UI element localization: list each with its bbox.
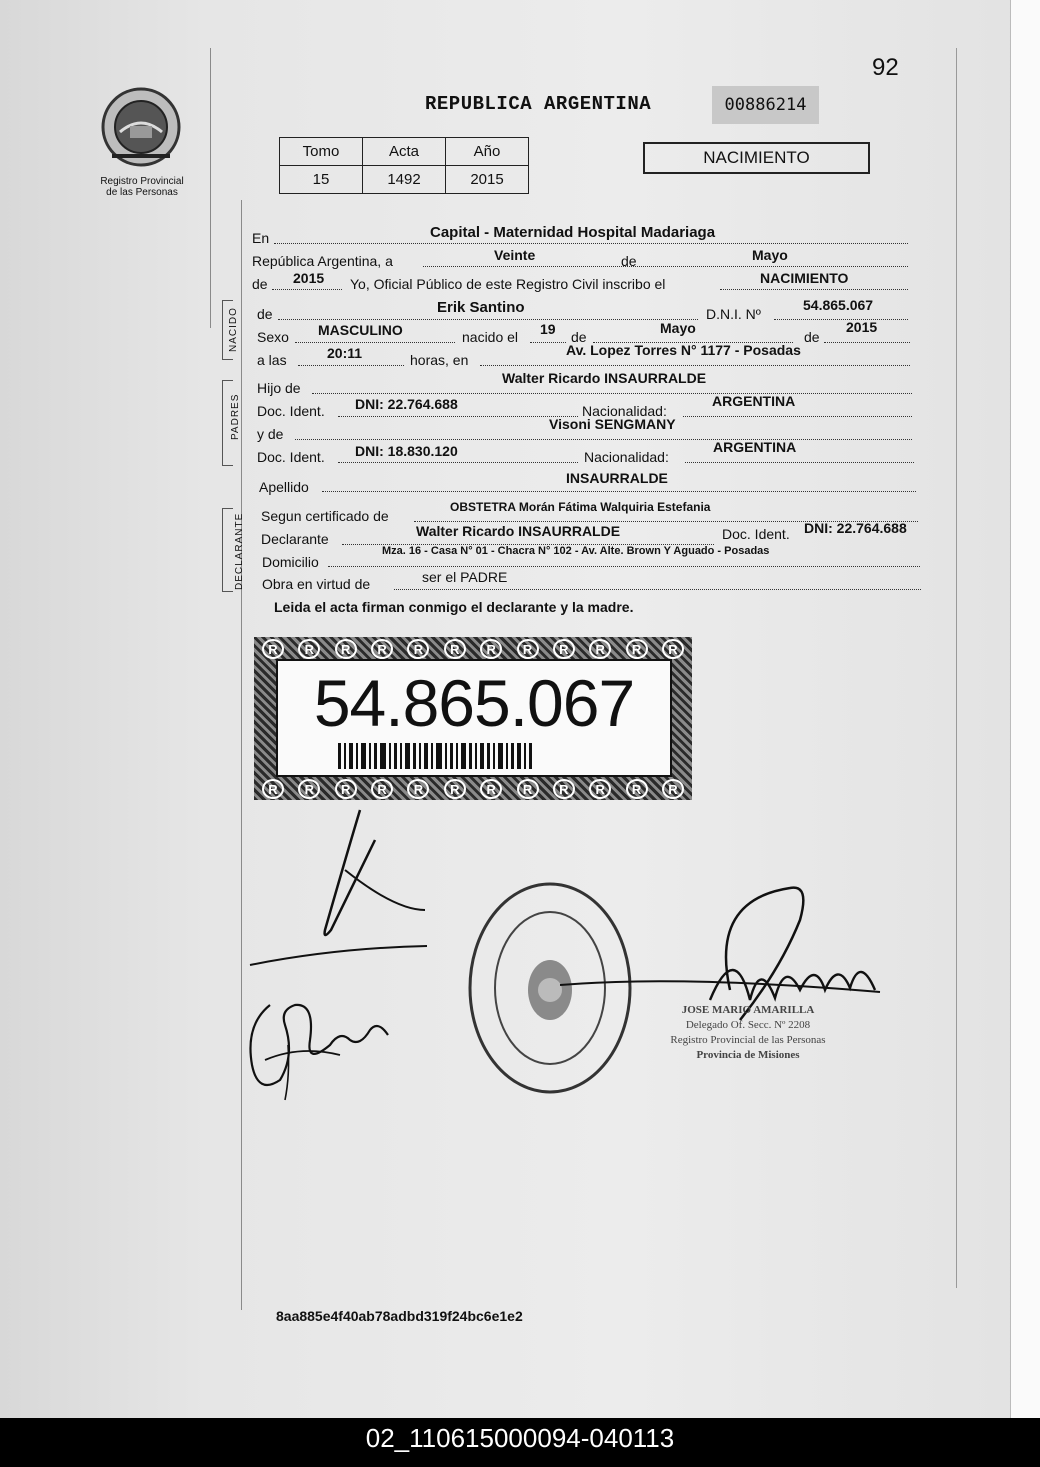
nacido-de-label: de: [257, 306, 273, 322]
r-chip: R: [480, 779, 502, 799]
father-nationality: ARGENTINA: [712, 393, 796, 409]
de-label: de: [571, 329, 587, 345]
certificado-label: Segun certificado de: [261, 508, 389, 524]
mother-signature: [240, 985, 410, 1110]
dotted-line: [423, 266, 908, 267]
dotted-line: [295, 342, 455, 343]
mother-doc: DNI: 18.830.120: [355, 443, 458, 459]
margin-line: [210, 48, 211, 328]
dotted-line: [685, 462, 914, 463]
section-label-declarante: DECLARANTE: [234, 512, 245, 590]
r-chip: R: [626, 639, 648, 659]
r-chip: R: [262, 639, 284, 659]
record-type-box: NACIMIENTO: [643, 142, 870, 174]
dotted-line: [338, 416, 578, 417]
r-chip: R: [589, 639, 611, 659]
dotted-line: [274, 243, 908, 244]
apellido-value: INSAURRALDE: [566, 470, 668, 486]
nacionalidad-label: Nacionalidad:: [584, 449, 669, 465]
de-label: de: [804, 329, 820, 345]
r-chip: R: [517, 639, 539, 659]
section-bracket: [222, 508, 233, 592]
r-chip: R: [335, 639, 357, 659]
domicilio-value: Mza. 16 - Casa N° 01 - Chacra N° 102 - Av. Alte. Brown Y Aguado - Posadas: [382, 545, 770, 557]
en-label: En: [252, 230, 270, 246]
registry-label: [86, 176, 198, 198]
officer-stamp-text: [648, 1003, 848, 1063]
hijo-de-label: Hijo de: [257, 380, 301, 396]
nacido-el-label: nacido el: [462, 329, 519, 345]
document-title: REPUBLICA ARGENTINA: [425, 93, 652, 115]
birth-hour: 20:11: [327, 345, 363, 361]
r-chip: R: [553, 779, 575, 799]
section-label-nacido: NACIDO: [228, 307, 239, 352]
apellido-label: Apellido: [259, 479, 309, 495]
month-value: Mayo: [752, 247, 788, 263]
r-chip: R: [298, 639, 320, 659]
republica-label: República Argentina, a: [252, 253, 393, 269]
sexo-value: MASCULINO: [318, 322, 403, 338]
r-chip: R: [517, 779, 539, 799]
r-chip: R: [626, 779, 648, 799]
officer-province: Provincia de Misiones: [696, 1049, 800, 1061]
serial-number: 00886214: [712, 86, 819, 124]
dotted-line: [298, 365, 404, 366]
value-acta: 1492: [363, 166, 446, 194]
dotted-line: [338, 462, 578, 463]
dotted-line: [322, 491, 916, 492]
r-chip: R: [662, 639, 684, 659]
document-hash: 8aa885e4f40ab78adbd319f24bc6e1e2: [276, 1308, 523, 1324]
dotted-line: [328, 566, 920, 567]
certificado-value: OBSTETRA Morán Fátima Walquiria Estefania: [450, 500, 711, 514]
value-tomo: 15: [280, 166, 363, 194]
provincial-seal-logo: [100, 86, 182, 168]
page-number: 92: [872, 54, 899, 81]
r-chip: R: [444, 779, 466, 799]
r-chip: R: [298, 779, 320, 799]
officer-org: Registro Provincial de las Personas: [670, 1034, 826, 1046]
scan-footer-id: 02_110615000094-040113: [0, 1418, 1040, 1467]
declarante-value: Walter Ricardo INSAURRALDE: [416, 523, 621, 539]
birth-year: 2015: [846, 319, 878, 335]
y-de-label: y de: [257, 426, 284, 442]
domicilio-label: Domicilio: [262, 554, 319, 570]
doc-ident-label: Doc. Ident.: [722, 526, 790, 542]
year-value: 2015: [293, 270, 325, 286]
registry-line2: de las Personas: [106, 187, 178, 198]
r-chip: R: [662, 779, 684, 799]
sexo-label: Sexo: [257, 329, 289, 345]
r-chip: R: [407, 639, 429, 659]
r-chip: R: [371, 639, 393, 659]
dotted-line: [480, 365, 910, 366]
dotted-line: [824, 342, 910, 343]
barcode-bars: [338, 743, 606, 769]
page-edge: [1010, 0, 1040, 1418]
dni-label: D.N.I. Nº: [706, 306, 761, 322]
obra-label: Obra en virtud de: [262, 576, 371, 592]
inscribo-text: Yo, Oficial Público de este Registro Civil inscribo el: [350, 276, 666, 292]
birth-day: 19: [540, 321, 556, 337]
section-label-padres: PADRES: [230, 393, 241, 440]
r-chip: R: [553, 639, 575, 659]
r-chip: R: [371, 779, 393, 799]
nacionalidad-label: Nacionalidad:: [582, 403, 667, 419]
dotted-line: [272, 289, 342, 290]
mother-name: Visoni SENGMANY: [549, 416, 676, 432]
doc-ident-label: Doc. Ident.: [257, 449, 325, 465]
barcode-number: 54.865.067: [313, 666, 635, 740]
de2-label: de: [252, 276, 268, 292]
dotted-line: [683, 416, 912, 417]
horas-en-label: horas, en: [410, 352, 469, 368]
father-name: Walter Ricardo INSAURRALDE: [502, 370, 707, 386]
margin-line: [241, 200, 242, 1310]
header-anio: Año: [446, 138, 529, 166]
de-label: de: [621, 253, 637, 269]
obra-value: ser el PADRE: [422, 569, 508, 585]
dotted-line: [278, 319, 698, 320]
barcode-panel: [276, 659, 672, 777]
dotted-line: [774, 319, 908, 320]
security-strip-top: [262, 639, 684, 659]
header-acta: Acta: [363, 138, 446, 166]
dotted-line: [720, 289, 908, 290]
birth-month: Mayo: [660, 320, 696, 336]
officer-role: Delegado Of. Secc. Nº 2208: [685, 1019, 811, 1031]
r-chip: R: [444, 639, 466, 659]
place-value: Capital - Maternidad Hospital Madariaga: [430, 224, 716, 241]
declarante-label: Declarante: [261, 531, 329, 547]
r-chip: R: [480, 639, 502, 659]
security-strip-bottom: [262, 779, 684, 799]
r-chip: R: [335, 779, 357, 799]
record-table: [279, 137, 529, 194]
dotted-line: [530, 342, 566, 343]
inscribo-value: NACIMIENTO: [760, 270, 849, 286]
child-name: Erik Santino: [437, 299, 525, 316]
r-chip: R: [407, 779, 429, 799]
dotted-line: [295, 439, 912, 440]
r-chip: R: [262, 779, 284, 799]
leida-statement: Leida el acta firman conmigo el declarante y la madre.: [274, 599, 634, 615]
officer-name: JOSE MARIO AMARILLA: [681, 1004, 815, 1016]
margin-line: [956, 48, 957, 1288]
registry-line1: Registro Provincial: [100, 176, 184, 187]
mother-nationality: ARGENTINA: [713, 439, 797, 455]
declarante-doc: DNI: 22.764.688: [804, 520, 907, 536]
birth-place: Av. Lopez Torres N° 1177 - Posadas: [566, 342, 801, 358]
r-chip: R: [589, 779, 611, 799]
a-las-label: a las: [257, 352, 287, 368]
dotted-line: [394, 589, 921, 590]
father-doc: DNI: 22.764.688: [355, 396, 458, 412]
value-anio: 2015: [446, 166, 529, 194]
declarant-signature: [245, 800, 435, 980]
child-dni: 54.865.067: [803, 297, 874, 313]
day-value: Veinte: [494, 247, 536, 263]
dotted-line: [312, 393, 912, 394]
dni-barcode-sticker: [254, 637, 692, 800]
header-tomo: Tomo: [280, 138, 363, 166]
doc-ident-label: Doc. Ident.: [257, 403, 325, 419]
